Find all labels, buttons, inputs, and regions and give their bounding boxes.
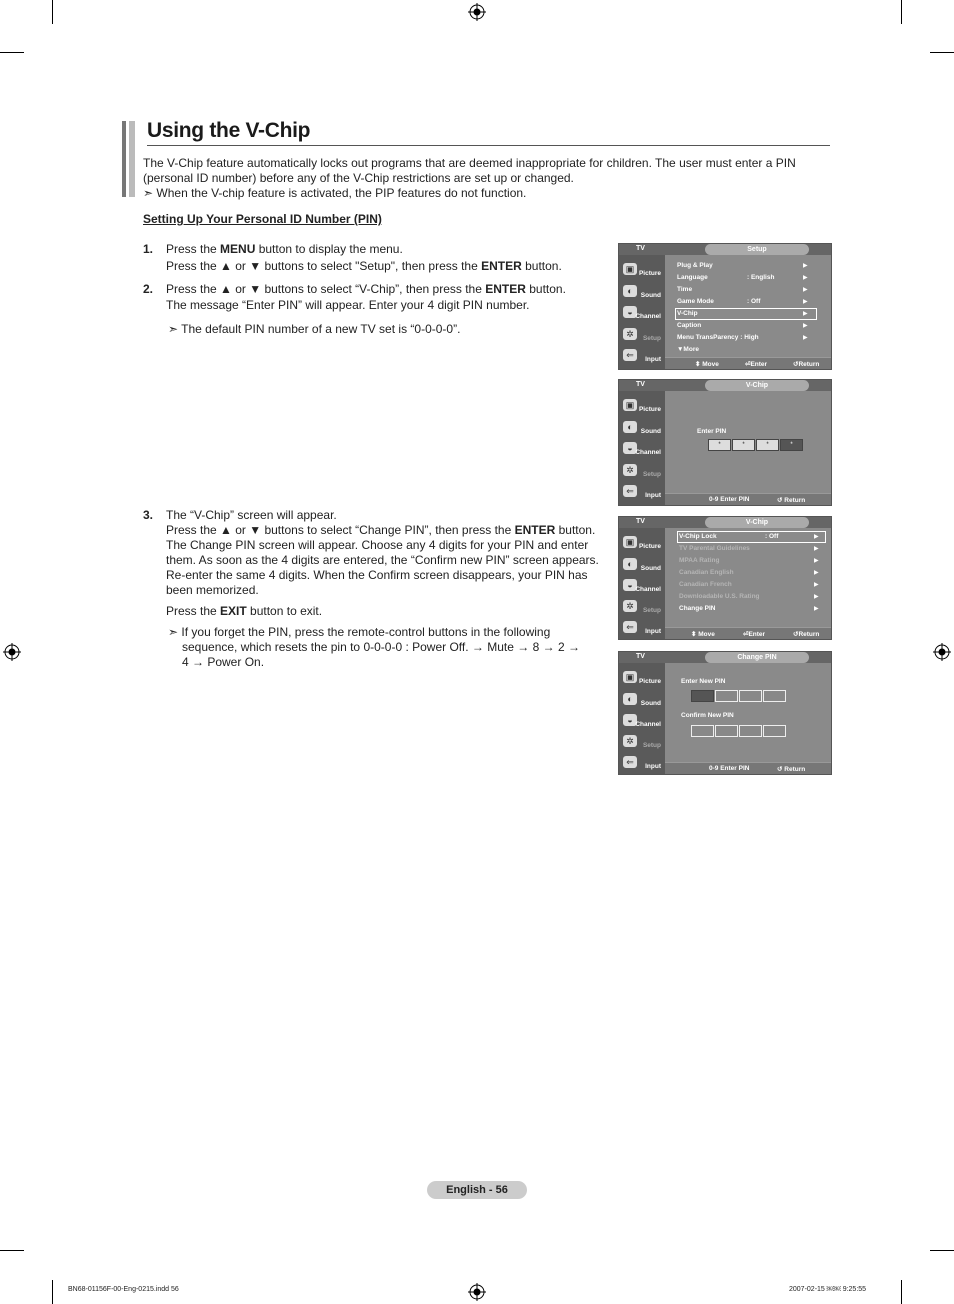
registration-mark-icon bbox=[3, 643, 21, 661]
step-note: ➣ The default PIN number of a new TV set is “0-0-0-0”. bbox=[168, 322, 461, 336]
menu-row-change-pin[interactable]: Change PIN bbox=[679, 605, 716, 612]
setup-icon: ✲ bbox=[623, 464, 637, 476]
sound-icon: ◐ bbox=[623, 558, 637, 570]
menu-row-v-chip[interactable]: V-Chip bbox=[677, 310, 698, 317]
print-slug: 2007-02-15 ￼￼ 9:25:55 bbox=[789, 1286, 867, 1293]
step-text: Re-enter the same 4 digits. When the Confirm screen disappears, your PIN has bbox=[166, 568, 588, 582]
sidebar-item-sound[interactable]: Sound bbox=[640, 565, 661, 572]
step-text: Press the ▲ or ▼ buttons to select “V-Chip”, then press the ENTER button. bbox=[166, 282, 566, 296]
sidebar-item-input[interactable]: Input bbox=[645, 356, 661, 363]
tv-screen-enter-pin bbox=[618, 379, 832, 506]
step-text: Press the MENU button to display the menu. bbox=[166, 242, 403, 256]
sidebar-item-channel[interactable]: Channel bbox=[635, 721, 661, 728]
sidebar-item-sound[interactable]: Sound bbox=[640, 428, 661, 435]
sound-icon: ◐ bbox=[623, 693, 637, 705]
menu-row-plug-play[interactable]: Plug & Play bbox=[677, 262, 713, 269]
pin-digit[interactable]: * bbox=[732, 439, 755, 451]
input-icon: ⇐ bbox=[623, 756, 637, 768]
crop-mark bbox=[0, 52, 24, 53]
tv-label: TV bbox=[636, 518, 645, 525]
step-text: them. As soon as the 4 digits are entered, the “Confirm new PIN” screen appears. bbox=[166, 553, 599, 567]
confirm-pin-digit[interactable] bbox=[739, 725, 762, 737]
menu-row-canadian-english[interactable]: Canadian English bbox=[679, 569, 734, 576]
sidebar-item-channel[interactable]: Channel bbox=[635, 313, 661, 320]
crop-mark bbox=[930, 52, 954, 53]
step-note: ➣ If you forget the PIN, press the remote-control buttons in the following bbox=[168, 625, 551, 639]
footer-move: ⬍ Move bbox=[695, 361, 719, 368]
page-number: English - 56 bbox=[427, 1181, 527, 1199]
picture-icon: ▣ bbox=[623, 263, 637, 275]
step-text: The Change PIN screen will appear. Choose any 4 digits for your PIN and enter bbox=[166, 538, 589, 552]
sidebar-item-input[interactable]: Input bbox=[645, 628, 661, 635]
confirm-pin-digit[interactable] bbox=[715, 725, 738, 737]
sidebar-item-picture[interactable]: Picture bbox=[638, 270, 661, 277]
confirm-pin-digit[interactable] bbox=[691, 725, 714, 737]
crop-mark bbox=[52, 1280, 53, 1304]
pin-digit[interactable]: * bbox=[756, 439, 779, 451]
setup-icon: ✲ bbox=[623, 735, 637, 747]
tv-label: TV bbox=[636, 381, 645, 388]
menu-row-time[interactable]: Time bbox=[677, 286, 693, 293]
registration-mark-icon bbox=[468, 3, 486, 21]
sidebar-item-sound[interactable]: Sound bbox=[640, 700, 661, 707]
input-icon: ⇐ bbox=[623, 349, 637, 361]
crop-mark bbox=[901, 1280, 902, 1304]
pin-prompt: Enter PIN bbox=[697, 428, 727, 435]
sidebar-item-channel[interactable]: Channel bbox=[635, 449, 661, 456]
tv-label: TV bbox=[636, 245, 645, 252]
new-pin-digit[interactable] bbox=[739, 690, 762, 702]
menu-row-canadian-french[interactable]: Canadian French bbox=[679, 581, 732, 588]
setup-icon: ✲ bbox=[623, 328, 637, 340]
step-text: The “V-Chip” screen will appear. bbox=[166, 508, 337, 522]
step-text: been memorized. bbox=[166, 583, 259, 597]
input-icon: ⇐ bbox=[623, 485, 637, 497]
footer-enter: ⏎Enter bbox=[743, 631, 766, 638]
picture-icon: ▣ bbox=[623, 399, 637, 411]
registration-mark-icon bbox=[933, 643, 951, 661]
sidebar-item-setup[interactable]: Setup bbox=[642, 335, 661, 342]
enter-new-pin-label: Enter New PIN bbox=[681, 678, 726, 685]
menu-title: Setup bbox=[705, 244, 809, 255]
step-text: Press the ▲ or ▼ buttons to select “Change PIN”, then press the ENTER button. bbox=[166, 523, 596, 537]
intro-text: The V-Chip feature automatically locks out programs that are deemed inappropriate for children. The user must enter a PIN bbox=[143, 156, 796, 170]
channel-icon: ◒ bbox=[623, 714, 637, 726]
step-text: Press the ▲ or ▼ buttons to select "Setup", then press the ENTER button. bbox=[166, 259, 562, 273]
picture-icon: ▣ bbox=[623, 671, 637, 683]
footer-enter-pin: 0-9 Enter PIN bbox=[709, 496, 750, 503]
tv-screen-v-chip: TV V-Chip ▣ Picture ◐ Sound ◒ Channel ✲ Setup ⇐ Input V-Chip Lock : Off ▶ TV Parental Guidelines ▶ MPAA Rating ▶ Canadian English ▶ Canadian French ▶ Downloadable U.S. Rating ▶ Change PIN ▶ ⬍ Move ⏎Enter ↺Return bbox=[618, 516, 832, 640]
footer-return: ↺Return bbox=[793, 361, 820, 368]
menu-title: Change PIN bbox=[705, 652, 809, 663]
menu-value-v-chip-lock: : Off bbox=[765, 533, 779, 540]
channel-icon: ◒ bbox=[623, 442, 637, 454]
intro-text: (personal ID number) before any of the V-Chip restrictions are set up or changed. bbox=[143, 171, 574, 185]
title-accent-bar bbox=[122, 121, 126, 197]
channel-icon: ◒ bbox=[623, 306, 637, 318]
registration-mark-icon bbox=[468, 1283, 486, 1301]
menu-title: V-Chip bbox=[705, 380, 809, 391]
title-rule bbox=[147, 145, 830, 146]
tv-screen-change-pin bbox=[618, 651, 832, 775]
crop-mark bbox=[930, 1250, 954, 1251]
step-number: 3. bbox=[143, 508, 154, 522]
menu-title: V-Chip bbox=[705, 517, 809, 528]
sidebar-item-picture[interactable]: Picture bbox=[638, 678, 661, 685]
new-pin-digit[interactable] bbox=[763, 690, 786, 702]
sidebar-item-sound[interactable]: Sound bbox=[640, 292, 661, 299]
new-pin-digit[interactable] bbox=[691, 690, 714, 702]
menu-row-game-mode[interactable]: Game Mode bbox=[677, 298, 714, 305]
menu-value-language: : English bbox=[747, 274, 775, 281]
footer-enter-pin: 0-9 Enter PIN bbox=[709, 765, 750, 772]
crop-mark bbox=[901, 0, 902, 24]
title-accent-bar bbox=[129, 121, 135, 197]
page-title: Using the V-Chip bbox=[147, 119, 311, 142]
step-text: The message “Enter PIN” will appear. Enter your 4 digit PIN number. bbox=[166, 298, 530, 312]
sidebar-item-channel[interactable]: Channel bbox=[635, 586, 661, 593]
confirm-new-pin-label: Confirm New PIN bbox=[681, 712, 734, 719]
picture-icon: ▣ bbox=[623, 536, 637, 548]
step-note: 4 → Power On. bbox=[182, 655, 265, 669]
step-note: sequence, which resets the pin to 0-0-0-0 : Power Off. → Mute → 8 → 2 → bbox=[182, 640, 580, 654]
step-text: Press the EXIT button to exit. bbox=[166, 604, 323, 618]
menu-row-transparency[interactable]: Menu TransParency : High bbox=[677, 334, 759, 341]
pin-digit[interactable]: * bbox=[780, 439, 803, 451]
tv-label: TV bbox=[636, 653, 645, 660]
new-pin-digit[interactable] bbox=[715, 690, 738, 702]
tv-screen-setup: TV Setup ▣ Picture ◐ Sound ◒ Channel ✲ Setup ⇐ Input Plug & Play ▶ Language : English ▶ Time ▶ Game Mode : Off ▶ V-Chip ▶ Caption ▶ Menu TransParency : High ▶ ▼More ⬍ Move ⏎Enter ↺Return bbox=[618, 243, 832, 370]
confirm-pin-digit[interactable] bbox=[763, 725, 786, 737]
footer-enter: ⏎Enter bbox=[745, 361, 768, 368]
section-subtitle: Setting Up Your Personal ID Number (PIN) bbox=[143, 212, 382, 226]
setup-icon: ✲ bbox=[623, 600, 637, 612]
menu-value-game-mode: : Off bbox=[747, 298, 761, 305]
menu-row-v-chip-lock[interactable]: V-Chip Lock bbox=[679, 533, 717, 540]
step-number: 1. bbox=[143, 242, 154, 256]
channel-icon: ◒ bbox=[623, 579, 637, 591]
menu-row-downloadable[interactable]: Downloadable U.S. Rating bbox=[679, 593, 760, 600]
sidebar-item-input[interactable]: Input bbox=[645, 492, 661, 499]
pin-digit[interactable]: * bbox=[708, 439, 731, 451]
crop-mark bbox=[52, 0, 53, 24]
menu-row-more[interactable]: ▼More bbox=[677, 346, 699, 353]
sidebar-item-setup[interactable]: Setup bbox=[642, 607, 661, 614]
intro-note: ➣ When the V-chip feature is activated, the PIP features do not function. bbox=[143, 186, 527, 200]
step-number: 2. bbox=[143, 282, 154, 296]
footer-return: ↺Return bbox=[793, 631, 820, 638]
sidebar-item-picture[interactable]: Picture bbox=[638, 406, 661, 413]
menu-row-mpaa[interactable]: MPAA Rating bbox=[679, 557, 720, 564]
sound-icon: ◐ bbox=[623, 285, 637, 297]
crop-mark bbox=[0, 1250, 24, 1251]
sound-icon: ◐ bbox=[623, 421, 637, 433]
footer-return: ↺ Return bbox=[777, 766, 806, 773]
menu-row-tv-parental[interactable]: TV Parental Guidelines bbox=[679, 545, 750, 552]
footer-move: ⬍ Move bbox=[691, 631, 715, 638]
print-slug: BN68-01156F-00-Eng-0215.indd 56 bbox=[68, 1286, 179, 1293]
menu-row-language[interactable]: Language bbox=[677, 274, 708, 281]
menu-row-caption[interactable]: Caption bbox=[677, 322, 702, 329]
footer-return: ↺ Return bbox=[777, 497, 806, 504]
input-icon: ⇐ bbox=[623, 621, 637, 633]
sidebar-item-setup[interactable]: Setup bbox=[642, 471, 661, 478]
sidebar-item-input[interactable]: Input bbox=[645, 763, 661, 770]
sidebar-item-setup[interactable]: Setup bbox=[642, 742, 661, 749]
sidebar-item-picture[interactable]: Picture bbox=[638, 543, 661, 550]
